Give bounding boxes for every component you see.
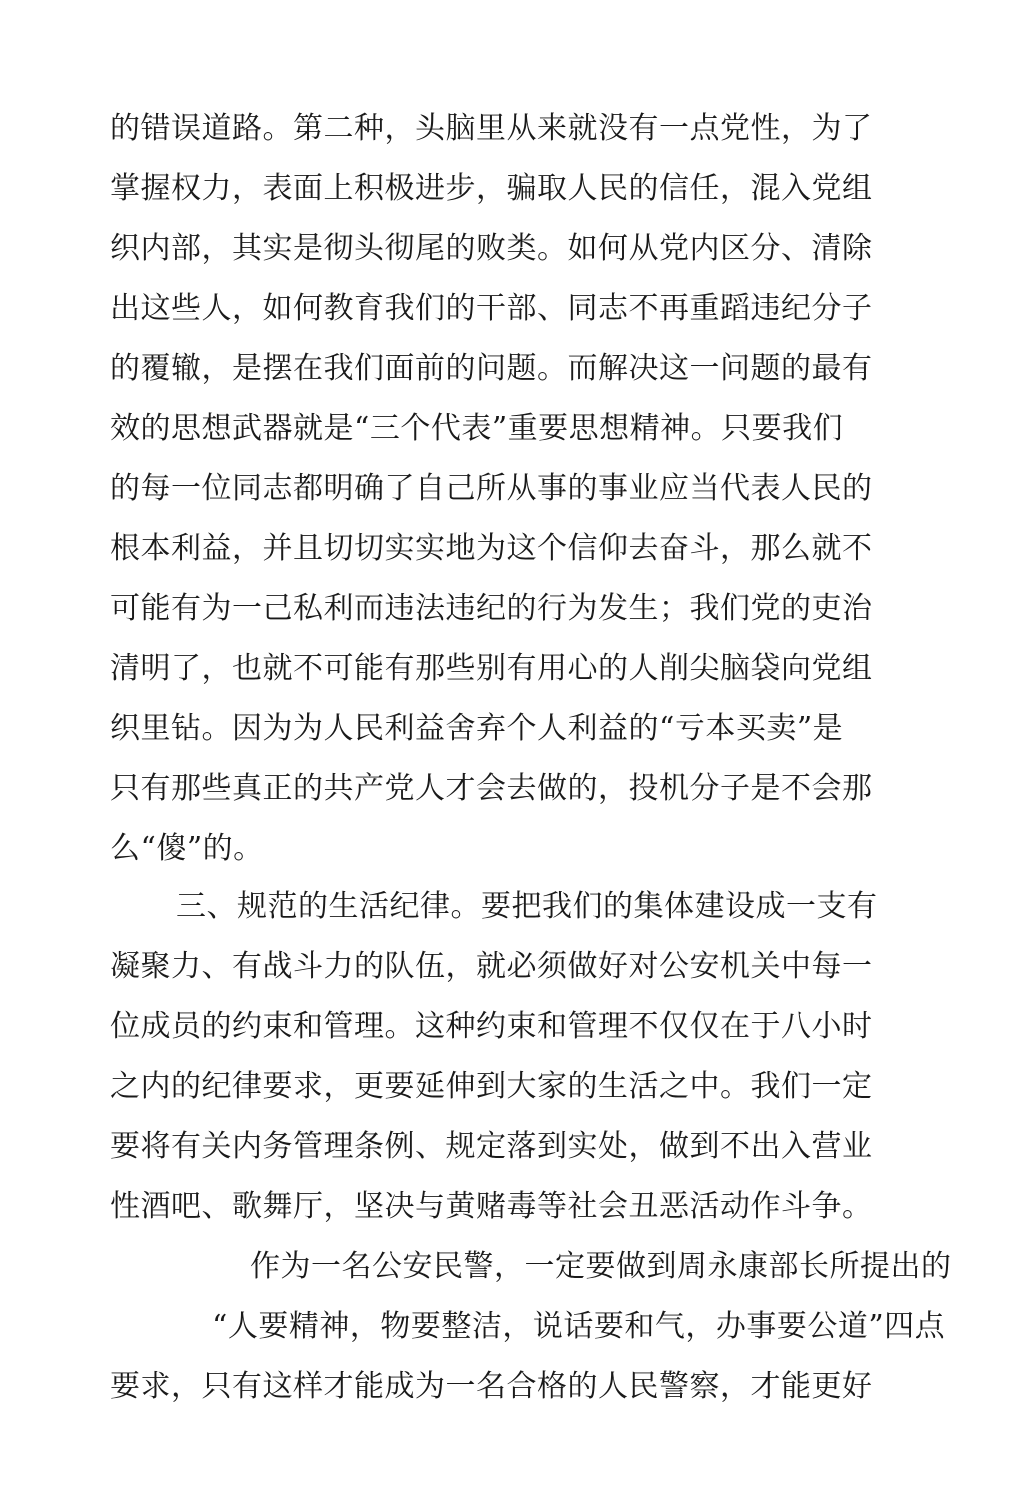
text-line: 作为一名公安民警，一定要做到周永康部长所提出的 xyxy=(250,1249,952,1284)
text-line: “人要精神，物要整洁，说话要和气，办事要公道”四点 xyxy=(212,1309,946,1344)
text-line: 效的思想武器就是“三个代表”重要思想精神。只要我们 xyxy=(110,411,844,446)
text-line: 出这些人，如何教育我们的干部、同志不再重蹈违纪分子 xyxy=(110,291,873,326)
text-line: 位成员的约束和管理。这种约束和管理不仅仅在于八小时 xyxy=(110,1009,873,1044)
text-line: 凝聚力、有战斗力的队伍，就必须做好对公安机关中每一 xyxy=(110,949,873,984)
text-line: 根本利益，并且切切实实地为这个信仰去奋斗，那么就不 xyxy=(110,531,873,566)
text-line: 清明了，也就不可能有那些别有用心的人削尖脑袋向党组 xyxy=(110,651,873,686)
text-line: 的错误道路。第二种，头脑里从来就没有一点党性，为了 xyxy=(110,111,873,146)
text-line: 要求，只有这样才能成为一名合格的人民警察，才能更好 xyxy=(110,1369,873,1404)
section-heading-line: 三、规范的生活纪律。要把我们的集体建设成一支有 xyxy=(176,889,878,924)
text-line: 织内部，其实是彻头彻尾的败类。如何从党内区分、清除 xyxy=(110,231,873,266)
text-line: 只有那些真正的共产党人才会去做的，投机分子是不会那 xyxy=(110,771,873,806)
text-line: 之内的纪律要求，更要延伸到大家的生活之中。我们一定 xyxy=(110,1069,873,1104)
text-line: 么“傻”的。 xyxy=(110,831,264,866)
text-line: 性酒吧、歌舞厅，坚决与黄赌毒等社会丑恶活动作斗争。 xyxy=(110,1189,873,1224)
text-line: 要将有关内务管理条例、规定落到实处，做到不出入营业 xyxy=(110,1129,873,1164)
text-line: 掌握权力，表面上积极进步，骗取人民的信任，混入党组 xyxy=(110,171,873,206)
text-line: 可能有为一己私利而违法违纪的行为发生；我们党的吏治 xyxy=(110,591,873,626)
text-line: 织里钻。因为为人民利益舍弃个人利益的“亏本买卖”是 xyxy=(110,711,844,746)
text-line: 的覆辙，是摆在我们面前的问题。而解决这一问题的最有 xyxy=(110,351,873,386)
text-line: 的每一位同志都明确了自己所从事的事业应当代表人民的 xyxy=(110,471,873,506)
